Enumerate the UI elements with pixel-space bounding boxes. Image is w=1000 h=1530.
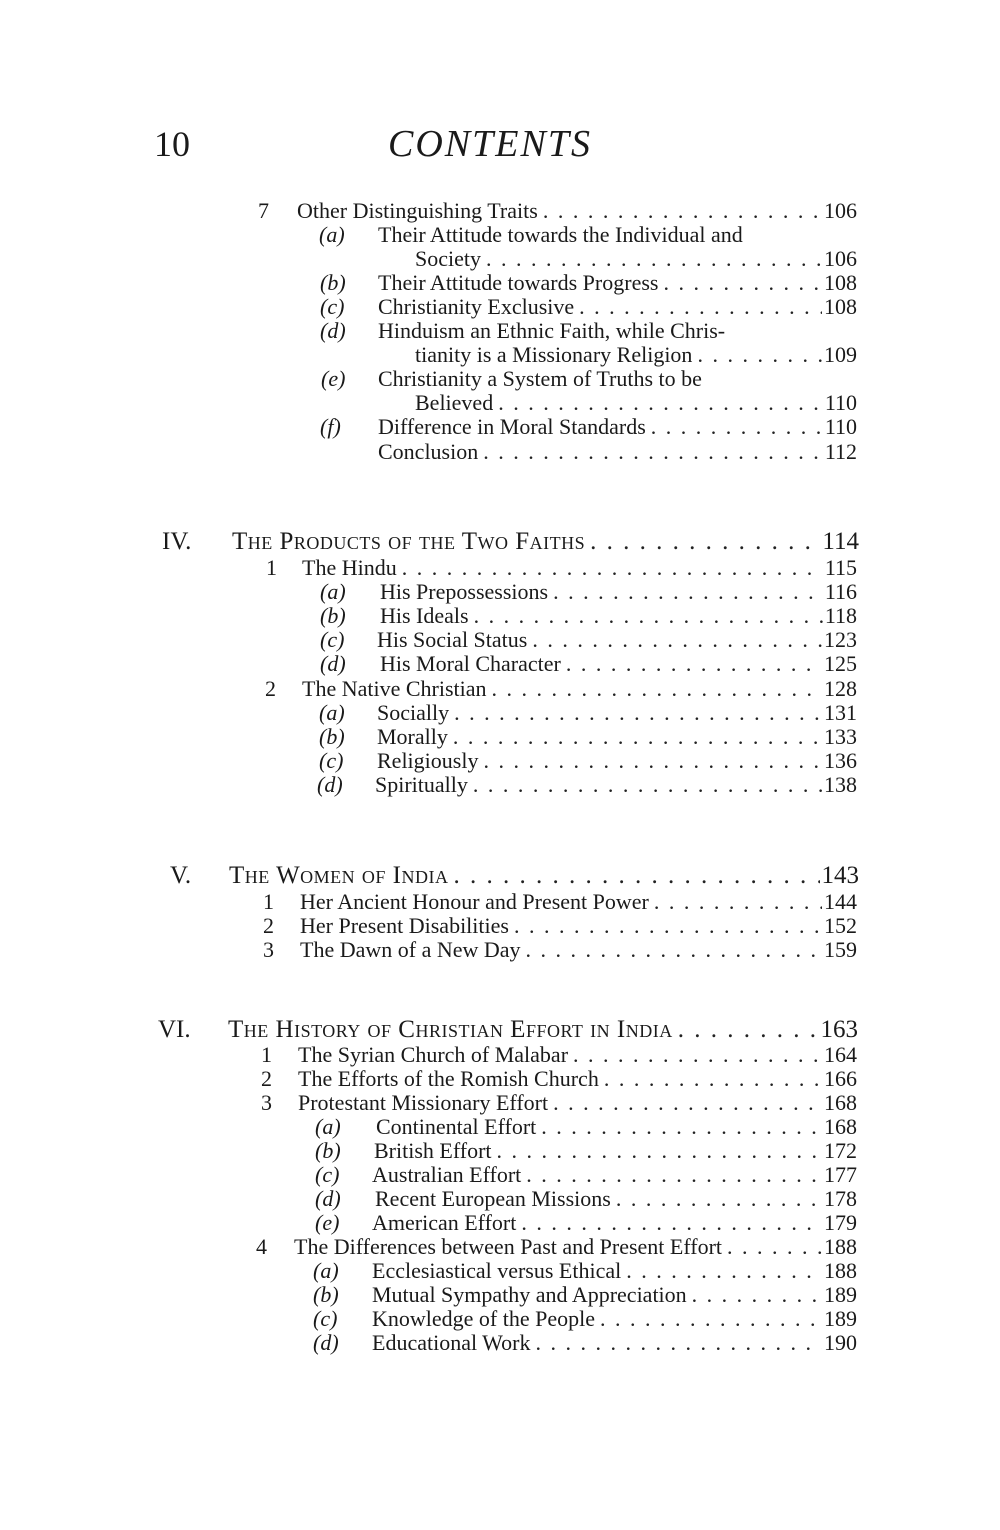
toc-entry-row: [0, 247, 1000, 271]
dot-leader: [448, 725, 822, 749]
subsection-letter: (a): [319, 222, 345, 247]
dot-leader: [599, 1067, 822, 1091]
subsection-letter: (a): [320, 579, 346, 604]
dot-leader: [536, 1115, 822, 1139]
entry-title: Society: [415, 246, 481, 271]
entry-page-number: 177: [824, 1162, 857, 1187]
entry-page-number: 131: [824, 700, 857, 725]
toc-entry: [380, 652, 857, 676]
entry-title: tianity is a Missionary Religion: [415, 342, 693, 367]
toc-entry-row: [0, 773, 1000, 797]
entry-page-number: 125: [824, 651, 857, 676]
entry-title: Conclusion: [378, 439, 479, 464]
toc-entry: [300, 914, 857, 938]
entry-title: The Native Christian: [302, 676, 487, 701]
toc-entry: [298, 1043, 857, 1067]
toc-entry: [302, 556, 857, 580]
toc-entry-row: [0, 1259, 1000, 1283]
entry-title: Continental Effort: [376, 1114, 537, 1139]
toc-entry-row: [0, 295, 1000, 319]
toc-entry-row: [0, 1307, 1000, 1331]
toc-entry: [372, 1283, 857, 1307]
entry-title: Recent European Missions: [375, 1186, 611, 1211]
entry-page-number: 190: [824, 1330, 857, 1355]
subsection-letter: (d): [320, 318, 346, 343]
entry-page-number: 178: [824, 1186, 857, 1211]
entry-page-number: 143: [821, 862, 859, 889]
toc-entry-row: [0, 440, 1000, 464]
dot-leader: [478, 440, 823, 464]
subsection-letter: (b): [313, 1282, 339, 1307]
toc-entry-row: [0, 415, 1000, 439]
entry-title: The Differences between Past and Present Effort: [294, 1234, 723, 1259]
entry-page-number: 108: [824, 270, 857, 295]
toc-entry-row: [0, 271, 1000, 295]
entry-page-number: 164: [824, 1042, 857, 1067]
toc-entry: [415, 247, 857, 271]
entry-title: Hinduism an Ethnic Faith, while Chris-: [378, 318, 726, 343]
dot-leader: [568, 1043, 822, 1067]
entry-title: Ecclesiastical versus Ethical: [372, 1258, 622, 1283]
toc-entry-row: [0, 604, 1000, 628]
toc-entry-row: [0, 1091, 1000, 1115]
toc-entry-row: [0, 343, 1000, 367]
chapter-number: IV.: [162, 528, 192, 555]
toc-entry: [376, 1115, 857, 1139]
dot-leader: [611, 1187, 822, 1211]
entry-title: Religiously: [377, 748, 479, 773]
dot-leader: [692, 343, 822, 367]
entry-page-number: 106: [824, 246, 857, 271]
toc-entry: [380, 580, 857, 604]
dot-leader: [585, 528, 820, 556]
chapter-title: The History of Christian Effort in India: [228, 1016, 673, 1043]
entry-page-number: 144: [824, 889, 857, 914]
entry-page-number: 166: [824, 1066, 857, 1091]
entry-title: Australian Effort: [372, 1162, 522, 1187]
toc-entry-row: [0, 1043, 1000, 1067]
entry-title: Her Present Disabilities: [300, 913, 509, 938]
subsection-letter: (c): [313, 1306, 338, 1331]
entry-page-number: 179: [824, 1210, 857, 1235]
entry-title: Believed: [415, 390, 494, 415]
entry-title: Spiritually: [375, 772, 468, 797]
entry-title: The Dawn of a New Day: [300, 937, 521, 962]
dot-leader: [468, 773, 822, 797]
subsection-letter: (c): [319, 748, 344, 773]
toc-entry-row: [0, 391, 1000, 415]
subsection-letter: (c): [320, 627, 345, 652]
entry-page-number: 172: [824, 1138, 857, 1163]
dot-leader: [595, 1307, 822, 1331]
dot-leader: [449, 701, 822, 725]
toc-entry-row: [0, 223, 1000, 247]
entry-title: Christianity a System of Truths to be: [378, 366, 702, 391]
toc-entry: [415, 343, 857, 367]
subsection-letter: (d): [313, 1330, 339, 1355]
entry-title: Knowledge of the People: [372, 1306, 595, 1331]
toc-entry: [377, 628, 857, 652]
toc-entry: [374, 1139, 857, 1163]
toc-entry: [378, 223, 818, 247]
toc-entry: [378, 295, 857, 319]
dot-leader: [481, 247, 822, 271]
entry-title: American Effort: [372, 1210, 517, 1235]
subsection-letter: (d): [317, 772, 343, 797]
toc-entry: [298, 1067, 857, 1091]
dot-leader: [521, 938, 822, 962]
subsection-letter: (e): [315, 1210, 340, 1235]
entry-page-number: 118: [824, 603, 857, 628]
toc-chapter-row: [0, 528, 1000, 556]
section-number: 2: [261, 1066, 272, 1091]
toc-entry: [302, 677, 857, 701]
entry-page-number: 168: [824, 1114, 857, 1139]
toc-entry-row: [0, 1331, 1000, 1355]
subsection-letter: (a): [315, 1114, 341, 1139]
dot-leader: [649, 890, 822, 914]
toc-entry: [375, 1187, 857, 1211]
entry-page-number: 115: [824, 555, 857, 580]
toc-entry: [378, 367, 818, 391]
entry-page-number: 116: [824, 579, 857, 604]
entry-title: Mutual Sympathy and Appreciation: [372, 1282, 687, 1307]
toc-entry-row: [0, 749, 1000, 773]
toc-entry: [294, 1235, 857, 1259]
subsection-letter: (a): [313, 1258, 339, 1283]
toc-entry: [378, 319, 818, 343]
dot-leader: [516, 1211, 822, 1235]
toc-entry-row: [0, 556, 1000, 580]
page-number: 10: [154, 124, 190, 164]
entry-page-number: 136: [824, 748, 857, 773]
section-number: 7: [258, 198, 269, 223]
toc-entry-row: [0, 1187, 1000, 1211]
toc-entry-row: [0, 652, 1000, 676]
dot-leader: [531, 1331, 822, 1355]
toc-entry: [415, 391, 857, 415]
entry-page-number: 133: [824, 724, 857, 749]
entry-page-number: 112: [824, 439, 857, 464]
toc-entry-row: [0, 1211, 1000, 1235]
toc-entry: [229, 862, 859, 890]
entry-page-number: 106: [824, 198, 857, 223]
subsection-letter: (b): [320, 270, 346, 295]
toc-entry: [297, 199, 857, 223]
toc-entry-row: [0, 628, 1000, 652]
dot-leader: [548, 1091, 822, 1115]
dot-leader: [448, 862, 819, 890]
entry-title: The Efforts of the Romish Church: [298, 1066, 599, 1091]
toc-entry-row: [0, 1235, 1000, 1259]
toc-entry: [228, 1016, 858, 1044]
toc-entry-row: [0, 580, 1000, 604]
entry-title: Socially: [377, 700, 450, 725]
toc-entry-row: [0, 914, 1000, 938]
entry-title: Protestant Missionary Effort: [298, 1090, 549, 1115]
toc-entry: [372, 1163, 857, 1187]
section-number: 3: [261, 1090, 272, 1115]
subsection-letter: (b): [319, 724, 345, 749]
section-number: 1: [263, 889, 274, 914]
subsection-letter: (d): [315, 1186, 341, 1211]
chapter-number: VI.: [158, 1016, 191, 1043]
entry-page-number: 188: [824, 1258, 857, 1283]
entry-title: Christianity Exclusive: [378, 294, 575, 319]
dot-leader: [548, 580, 823, 604]
section-number: 4: [256, 1234, 267, 1259]
entry-page-number: 110: [824, 414, 857, 439]
toc-entry: [377, 725, 857, 749]
toc-entry-row: [0, 1115, 1000, 1139]
dot-leader: [561, 652, 822, 676]
entry-page-number: 189: [824, 1306, 857, 1331]
entry-page-number: 159: [824, 937, 857, 962]
section-number: 2: [265, 676, 276, 701]
toc-entry: [300, 938, 857, 962]
toc-entry-row: [0, 890, 1000, 914]
toc-entry-row: [0, 1067, 1000, 1091]
toc-chapter-row: [0, 1016, 1000, 1044]
toc-entry-row: [0, 701, 1000, 725]
chapter-title: The Products of the Two Faiths: [232, 528, 586, 555]
entry-title: His Ideals: [380, 603, 469, 628]
toc-entry: [377, 701, 857, 725]
entry-page-number: 163: [820, 1016, 858, 1043]
toc-entry: [300, 890, 857, 914]
toc-entry-row: [0, 1163, 1000, 1187]
dot-leader: [687, 1283, 822, 1307]
toc-entry-row: [0, 199, 1000, 223]
entry-title: Other Distinguishing Traits: [297, 198, 538, 223]
entry-page-number: 110: [824, 390, 857, 415]
running-title: CONTENTS: [388, 123, 592, 165]
toc-entry-row: [0, 938, 1000, 962]
section-number: 2: [263, 913, 274, 938]
dot-leader: [469, 604, 823, 628]
entry-page-number: 188: [824, 1234, 857, 1259]
section-number: 1: [261, 1042, 272, 1067]
toc-entry: [378, 271, 857, 295]
toc-entry: [298, 1091, 857, 1115]
dot-leader: [521, 1163, 822, 1187]
dot-leader: [487, 677, 822, 701]
toc-entry: [378, 440, 857, 464]
entry-title: Their Attitude towards Progress: [378, 270, 659, 295]
toc-entry: [372, 1211, 857, 1235]
entry-page-number: 189: [824, 1282, 857, 1307]
entry-title: Her Ancient Honour and Present Power: [300, 889, 649, 914]
subsection-letter: (b): [320, 603, 346, 628]
toc-entry: [377, 749, 857, 773]
toc-entry-row: [0, 319, 1000, 343]
section-number: 1: [266, 555, 277, 580]
entry-title: His Moral Character: [380, 651, 561, 676]
entry-page-number: 109: [824, 342, 857, 367]
dot-leader: [397, 556, 823, 580]
subsection-letter: (e): [321, 366, 346, 391]
dot-leader: [621, 1259, 822, 1283]
entry-page-number: 152: [824, 913, 857, 938]
subsection-letter: (a): [319, 700, 345, 725]
dot-leader: [492, 1139, 822, 1163]
entry-title: Morally: [377, 724, 448, 749]
toc-entry: [380, 604, 857, 628]
entry-page-number: 108: [824, 294, 857, 319]
entry-title: Educational Work: [372, 1330, 531, 1355]
entry-title: Their Attitude towards the Individual and: [378, 222, 743, 247]
dot-leader: [493, 391, 823, 415]
dot-leader: [538, 199, 822, 223]
entry-title: The Syrian Church of Malabar: [298, 1042, 569, 1067]
dot-leader: [673, 1016, 819, 1044]
entry-page-number: 114: [822, 528, 859, 555]
entry-title: His Prepossessions: [380, 579, 549, 604]
toc-entry-row: [0, 1283, 1000, 1307]
toc-entry: [372, 1331, 857, 1355]
toc-entry-row: [0, 677, 1000, 701]
entry-page-number: 168: [824, 1090, 857, 1115]
entry-title: His Social Status: [377, 627, 528, 652]
toc-entry: [372, 1259, 857, 1283]
dot-leader: [722, 1235, 822, 1259]
dot-leader: [646, 415, 823, 439]
toc-entry: [372, 1307, 857, 1331]
toc-entry: [378, 415, 857, 439]
entry-page-number: 123: [824, 627, 857, 652]
chapter-number: V.: [170, 862, 192, 889]
toc-entry-row: [0, 1139, 1000, 1163]
subsection-letter: (b): [315, 1138, 341, 1163]
subsection-letter: (f): [320, 414, 341, 439]
dot-leader: [574, 295, 822, 319]
toc-entry: [375, 773, 857, 797]
subsection-letter: (d): [320, 651, 346, 676]
toc-chapter-row: [0, 862, 1000, 890]
entry-page-number: 128: [824, 676, 857, 701]
dot-leader: [509, 914, 822, 938]
toc-entry: [232, 528, 859, 556]
toc-entry-row: [0, 367, 1000, 391]
dot-leader: [478, 749, 822, 773]
toc-entry-row: [0, 725, 1000, 749]
section-number: 3: [263, 937, 274, 962]
entry-title: British Effort: [374, 1138, 492, 1163]
subsection-letter: (c): [315, 1162, 340, 1187]
entry-title: Difference in Moral Standards: [378, 414, 646, 439]
chapter-title: The Women of India: [229, 862, 449, 889]
dot-leader: [658, 271, 822, 295]
subsection-letter: (c): [320, 294, 345, 319]
dot-leader: [527, 628, 822, 652]
entry-page-number: 138: [824, 772, 857, 797]
entry-title: The Hindu: [302, 555, 397, 580]
